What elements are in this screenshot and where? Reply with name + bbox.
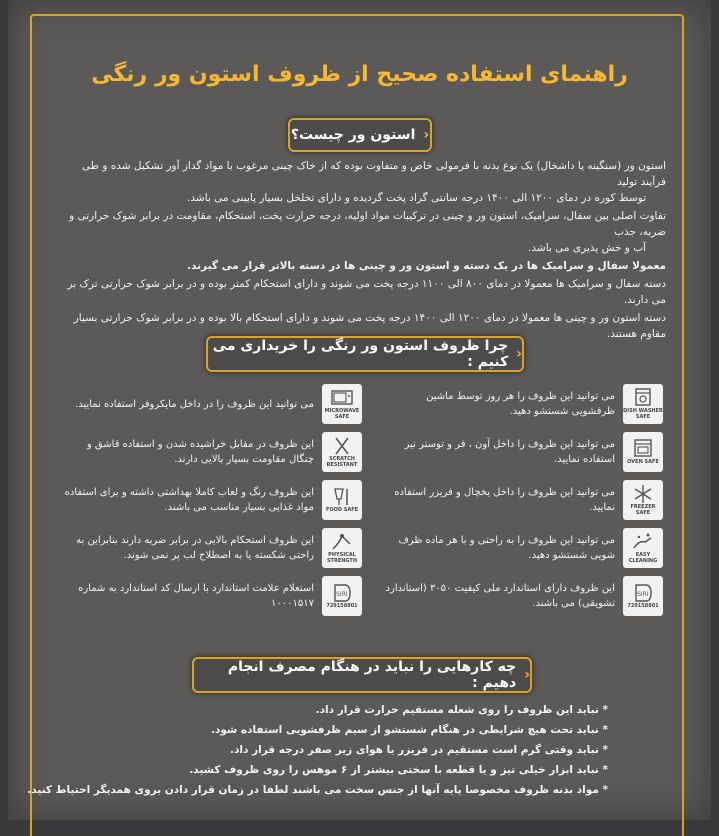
list-item: * نباید ابزار خیلی تیز و یا قطعه با سختی بیشتر از ۶ موهس را روی ظروف کشید. (189, 764, 608, 776)
feature-physical-strength (62, 528, 362, 568)
para-line: معمولا سفال و سرامیک ها در یک دسته و استون ور و چینی ها در دسته بالاتر قرار می گیرند. (187, 260, 666, 272)
feature-text: می توانید این ظروف را داخل یخچال و فریزر استفاده نمایید. (394, 487, 615, 513)
feature-oven (385, 432, 663, 472)
section-heading-why-buy (206, 336, 524, 372)
chevron-left-icon: ‹ (423, 127, 430, 143)
section-heading-donts (192, 657, 532, 693)
feature-freezer (385, 480, 663, 520)
donts-list (27, 700, 608, 800)
feature-text: می توانید این ظروف را به راحتی و با هر ماده ظرف شویی شستشو دهید. (398, 535, 615, 561)
feature-standard-inquiry (62, 576, 362, 616)
feature-text: می توانید این ظروف را داخل آون ، فر و توستر نیز استفاده نمایید. (404, 439, 615, 465)
svg-text:ISIRI: ISIRI (635, 591, 649, 598)
para-line: توسط کوره در دمای ۱۲۰۰ الی ۱۴۰۰ درجه سانتی گراد پخت گردیده و دارای تخلخل بسیار پایینی می باشد. (187, 192, 646, 204)
svg-text:ISIRI: ISIRI (334, 591, 348, 598)
microwave-icon: MICROWAVE SAFE (322, 384, 362, 424)
para-line: آب و خش پذیری می باشد. (528, 242, 646, 254)
section-heading-what-is (288, 118, 432, 152)
section1-text (62, 158, 666, 342)
fork-knife-icon: SCRATCH RESISTANT (322, 432, 362, 472)
feature-easy-cleaning (385, 528, 663, 568)
section-heading-label: چرا ظروف استون ور رنگی را خریداری می کنیم : (212, 338, 509, 370)
chevron-left-icon: ‹ (524, 667, 530, 683)
feature-microwave (62, 384, 362, 424)
feature-national-standard (385, 576, 663, 616)
hand-cleaning-icon: EASY CLEANING (623, 528, 663, 568)
list-item: * مواد بدنه ظروف مخصوصا پایه آنها از جنس سخت می باشند لطفا در زمان قرار دادن بروی همدیگر احتیاط کنید. (27, 784, 608, 796)
list-item: * نباید این ظروف را روی شعله مستقیم حرارت قرار داد. (315, 704, 608, 716)
oven-icon: OVEN SAFE (623, 432, 663, 472)
para-line: تفاوت اصلی بین سفال، سرامیک، استون ور و چینی در ترکیبات مواد اولیه، درجه حرارت پخت، استحکام، مقاومت در برابر شوک حرارتی و ضربه، جذب (69, 210, 666, 238)
standard-icon: ISIRI 729158801 (322, 576, 362, 616)
para-line: استون ور (سنگینه یا داشخال) یک نوع بدنه با فرمولی خاص و متفاوت بوده که از خاک چینی مرغوب با مواد گداز آور تشکیل شده و طی فرآیند تولید (81, 160, 666, 188)
feature-scratch-resistant (62, 432, 362, 472)
feature-text: این ظروف دارای استاندارد ملی کیفیت ۳۰۵۰ (استاندارد تشویقی) می باشند. (385, 583, 615, 609)
standard-icon: ISIRI 729158801 (623, 576, 663, 616)
dishwasher-icon: DISH WASHER SAFE (623, 384, 663, 424)
strength-icon: PHYSICAL STRENGTH (322, 528, 362, 568)
glass-fork-icon: FOOD SAFE (322, 480, 362, 520)
snowflake-icon: FREEZER SAFE (623, 480, 663, 520)
para-line: دسته استون ور و چینی ها معمولا در دمای ۱۲۰۰ الی ۱۴۰۰ درجه پخت می شوند و دارای استحکام بالا بوده و در برابر شوک حرارتی بسیار مقاوم هستند. (73, 312, 666, 340)
feature-text: این ظروف در مقابل خراشیده شدن و استفاده قاشق و چنگال مقاومت بسیار بالایی دارند. (86, 439, 314, 465)
para-line: دسته سفال و سرامیک ها معمولا در دمای ۸۰۰ الی ۱۱۰۰ درجه پخت می شوند و دارای استحکام کمتر بوده و در برابر شوک حرارتی ترک بر می دارند. (67, 278, 666, 306)
feature-text: می توانید این ظروف را در داخل مایکروفر استفاده نمایید. (75, 398, 314, 410)
feature-text: این ظروف استحکام بالایی در برابر ضربه دارند بنابراین به راحتی شکسته یا به اصطلاح لب پر نمی شوند. (76, 535, 314, 561)
page-title: راهنمای استفاده صحیح از ظروف استون ور رنگی (91, 62, 628, 87)
list-item: * نباید تحت هیچ شرایطی در هنگام شستشو از سیم ظرفشویی استفاده شود. (210, 724, 608, 736)
section-heading-label: چه کارهایی را نباید در هنگام مصرف انجام دهیم : (227, 659, 517, 691)
chevron-left-icon: ‹ (516, 346, 522, 362)
section-heading-label: استون ور چیست؟ (290, 127, 416, 143)
feature-text: این ظروف رنگ و لعاب کاملا بهداشتی داشته و برای استفاده مواد غذایی بسیار مناسب می باشند. (64, 487, 314, 513)
feature-text: استعلام علامت استاندارد با ارسال کد استاندارد به شماره ۱۰۰۰۱۵۱۷ (78, 583, 314, 609)
list-item: * نباید وقتی گرم است مستقیم در فریزر یا هوای زیر صفر درجه قرار داد. (230, 744, 608, 756)
feature-food-safe (62, 480, 362, 520)
feature-dishwasher (385, 384, 663, 424)
feature-text: می توانید این ظروف را هر روز توسط ماشین ظرفشویی شستشو دهید. (426, 391, 615, 417)
